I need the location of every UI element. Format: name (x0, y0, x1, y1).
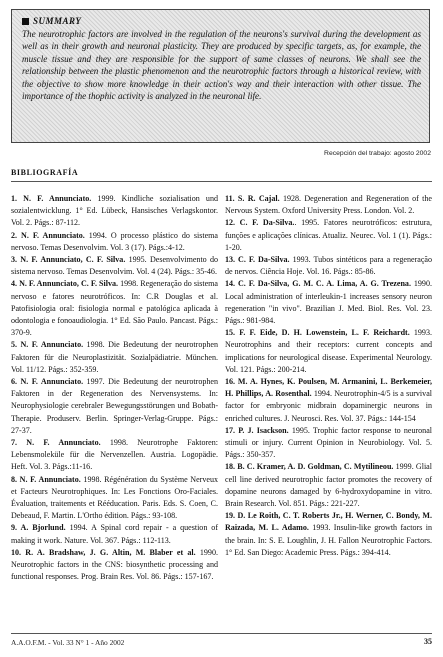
summary-heading (22, 16, 421, 26)
reference-text: 1928. Degeneration and Regeneration of the Nervous System. Oxford University Press. London. Vol. 2. (225, 194, 432, 216)
reference-text: 1998. Regeneração do sistema nervoso e fatores neurotróficos. In: C.R Douglas et al. Patofisiologia oral: fisiologia normal e patológica aplicada à odontologia e fonoaudiologia. 1° Ed. São Paulo. Pancast. Págs.: 370-9. (11, 279, 218, 338)
reference-authors: 16. M. A. Hynes, K. Poulsen, M. Armanini, L. Berkemeier, H. Phillips, A. Rosenthal. (225, 377, 432, 399)
reference-item (11, 230, 218, 254)
reference-text: 1999. Kindliche sozialisation und sozialentwicklung. 1° Ed. Lübeck, Hansisches Verlagskontor. Vol. 2. Págs.: 87-112. (11, 194, 218, 228)
reference-authors: 9. A. Bjorlund. (11, 523, 66, 533)
reference-item (11, 193, 218, 230)
bibliography-right-column (225, 193, 432, 584)
reference-text: 1999. Glial cell line derived neurotrophic factor promotes the recovery of dopamine neurons damaged by 6-hydroxydopamine in vitro. Brain Research. Vol. 851. Págs.: 221-227. (225, 462, 432, 509)
reference-authors: 17. P. J. Isackson. (225, 425, 289, 435)
reference-authors: 6. N. F. Annunciato. (11, 377, 84, 387)
bibliography-divider (11, 181, 432, 182)
reference-item (11, 339, 218, 376)
page-number: 35 (424, 637, 432, 646)
reference-authors: 19. D. Le Roith, C. T. Roberts Jr., H. Werner, C. Bondy, M. Raizada, M. L. Adamo. (225, 511, 432, 533)
reference-authors: 18. B. C. Kramer, A. D. Goldman, C. Mytilineou. (225, 462, 394, 472)
journal-citation: A.A.O.F.M. - Vol. 33 N° 1 - Año 2002 (11, 638, 125, 647)
reference-authors: 11. S. R. Cajal. (225, 194, 280, 203)
reference-authors: 3. N. F. Annunciato, C. F. Silva. (11, 255, 126, 265)
reference-item (11, 278, 218, 339)
reference-text: 1994. A Spinal cord repair - a question of making it work. Nature. Vol. 367. Págs.: 112-113. (11, 523, 218, 545)
reference-text: 1997. Die Bedeutung der neurotrophen Faktoren in der Regeneration des Nervensystems. In: Neurophysiologie cerebraler Bewegungsstörungen und Bobath-Therapie. Produserv. Berlin. Springer-Verlag-Gruppe. Págs.: 27-37. (11, 377, 218, 435)
reference-item (225, 254, 432, 278)
reception-date: Recepción del trabajo: agosto 2002 (324, 150, 431, 157)
reference-authors: 14. C. F. Da-Silva, G. M. C. A. Lima, A. G. Trezena. (225, 279, 411, 289)
reference-text: 1998. Die Bedeutung der neurotrophen Faktoren für die Neuroplastizität. Sozialpädiatrie. München. Vol. 11/12. Págs.: 352-359. (11, 340, 218, 374)
reference-text: 1998. Neurotrophe Faktoren: Lebensmoleküle für die Nervenzellen. Austria. Logopädie. Heft. Vol. 3. Págs.:11-16. (11, 438, 218, 472)
reference-authors: 10. R. A. Bradshaw, J. G. Altin, M. Blaber et al. (11, 547, 196, 557)
footer-divider (11, 633, 432, 634)
reference-text: 1990. Neurotrophic factors in the CNS: biosynthetic processing and functional responses. Prog. Brain Res. Vol. 86. Págs.: 157-167. (11, 547, 218, 582)
reference-authors: 13. C. F. Da-Silva. (225, 255, 290, 265)
reference-item (225, 278, 432, 327)
summary-text: The neurotrophic factors are involved in the regulation of the neurons's survival during the development as well as in their growth and neuronal plasticity. They are produced by specific targets, as, for example, the muscle tissue and they are responsible for the support of same classes of neurons. We shall see the relationship between the plastic phenomenon and the neurotrophic factors through a historical review, with the objective to show more knowledge in their action's way and their interaction with other tissue. The importance of the thophic activity is analyzed in the neuronal life. (22, 29, 421, 102)
bibliography-left-column (11, 193, 218, 584)
reference-text: 1994. Neurotrophin-4/5 is a survival factor for embryonic midbrain dopaminergic neurons in enriched cultures. J. Neurosci. Res. Vol. 37. Págs.: 144-154 (225, 389, 433, 423)
reference-item (225, 461, 432, 510)
reference-item (225, 510, 432, 559)
reference-item (11, 522, 218, 546)
reference-item (11, 254, 218, 278)
summary-title: SUMMARY (33, 16, 82, 26)
reference-item (225, 327, 432, 376)
reference-text: 1995. Trophic factor response to neuronal stimuli or injury. Current Opinion in Neurobiology. Vol. 5. Págs.: 350-357. (225, 425, 432, 460)
reference-authors: 1. N. F. Annunciato. (11, 194, 92, 203)
reference-item (225, 425, 432, 462)
reference-authors: 8. N. F. Annunciato. (11, 474, 81, 484)
reference-authors: 15. F. F. Eide, D. H. Lowenstein, L. F. Reichardt. (225, 328, 410, 338)
summary-box (11, 9, 430, 143)
reference-text: 1994. O processo plástico do sistema nervoso. Temas Desenvolvim. Vol. 3 (17). Págs.:4-12. (11, 230, 218, 252)
reference-authors: 7. N. F. Annunciato. (11, 438, 101, 448)
reference-item (225, 193, 432, 217)
bullet-square-icon (22, 18, 29, 25)
reference-authors: 5. N. F. Annunciato. (11, 340, 84, 350)
reference-item (11, 437, 218, 474)
reference-text: 1993. Tubos sintéticos para a regeneração de nervos. Ciência Hoje. Vol. 16. Págs.: 85-86. (225, 255, 433, 277)
reference-text: 1995. Desenvolvimento do sistema nervoso. Temas Desenvolvim. Vol. 4 (24). Págs.: 35-46. (11, 255, 218, 277)
reference-item (225, 217, 432, 254)
reference-item (11, 547, 218, 584)
bibliography-columns (11, 193, 432, 584)
reference-item (11, 376, 218, 437)
reference-item (11, 474, 218, 523)
reference-authors: 12. C. F. Da-Silva. (225, 218, 295, 228)
reference-text: . 1995. Fatores neurotróficos: estrutura, funções e aplicações clínicas. Atualiz. Neurec. Vol. 1 (1). Págs.: 1-20. (225, 218, 433, 252)
reference-text: 1990. Local administration of interleukin-1 increases sensory neuron regeneration "in vivo". Brazilian J. Med. Biol. Res. Vol. 23. Págs.: 981-984. (225, 279, 432, 326)
reference-authors: 2. N. F. Annunciato. (11, 230, 85, 240)
reference-text: 1998. Régénération du Système Nerveux et Facteurs Neurotrophiques. In: Les Fonctions Oro-Faciales. Évaluation, traitements et Rééducation. Paris. Eds. S. Coen, C. Debeaud, F. Martin. L'Ortho édition. Págs.: 93-108. (11, 474, 218, 521)
reference-item (225, 376, 432, 425)
reference-text: 1993. Neurotrophins and their receptors: current concepts and implications for neurological disease. Experimental Neurology. Vol. 121. Págs.: 200-214. (225, 328, 432, 374)
bibliography-heading: BIBLIOGRAFÍA (11, 168, 79, 177)
reference-text: 1993. Insulin-like growth factors in the brain. In: S. E. Loughlin, J. H. Fallon Neurotrophic Factors. 1° Ed. San Diego: Academic Press. Págs.: 394-414. (225, 523, 432, 557)
reference-authors: 4. N. F. Annunciato, C. F. Silva. (11, 279, 119, 289)
